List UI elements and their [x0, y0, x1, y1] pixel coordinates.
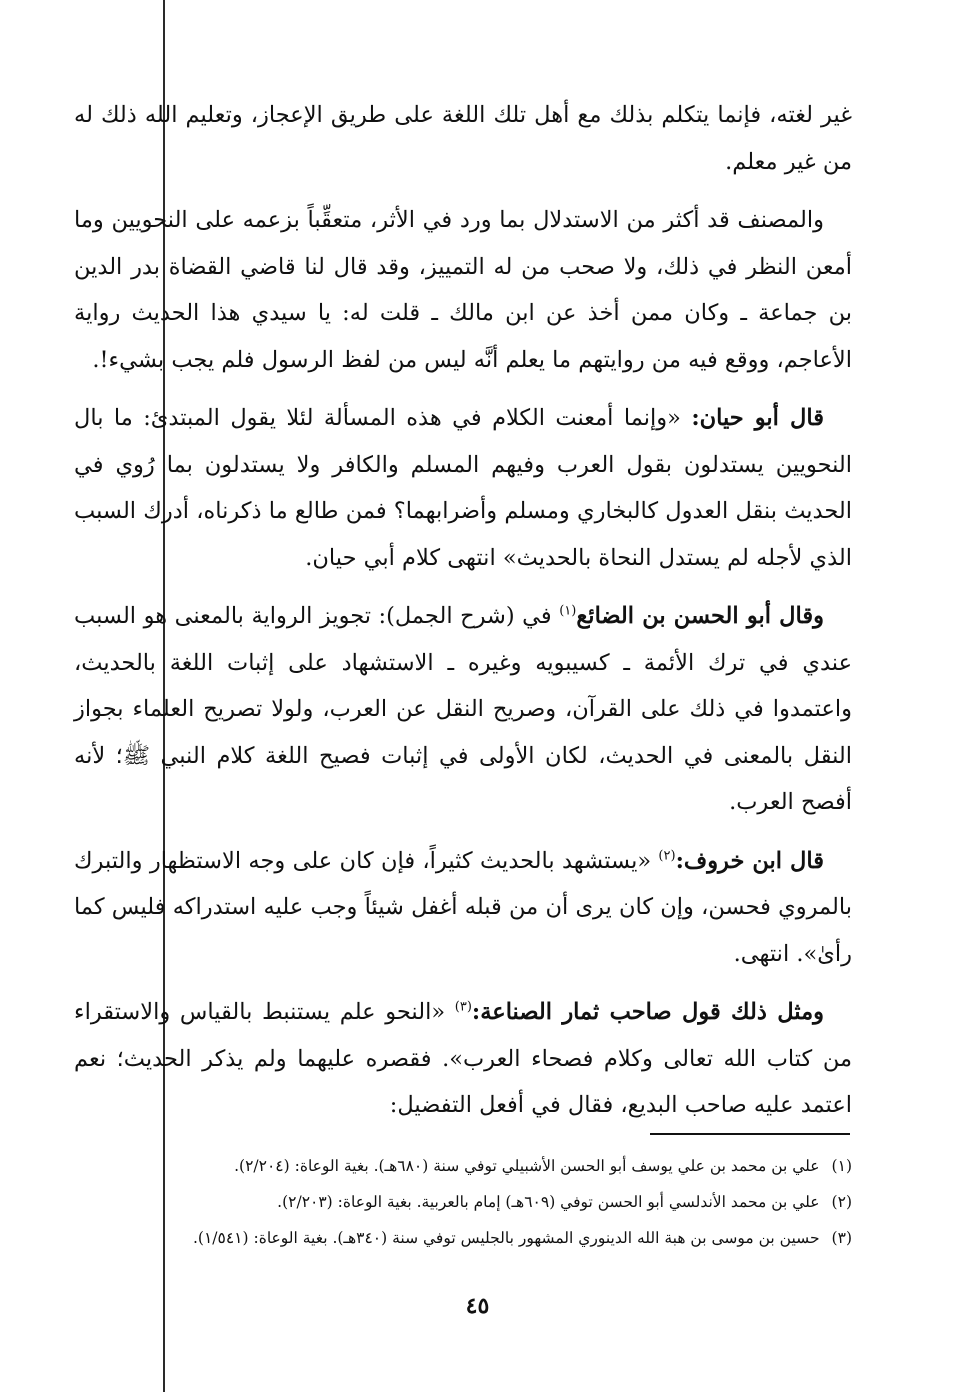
footnote-separator	[650, 1133, 850, 1135]
footnote-2	[74, 1184, 852, 1220]
footnote-3-text: حسين بن موسى بن هبة الله الدينوري المشهور بالجليس توفي سنة (٣٤٠هـ). بغية الوعاة: (١/٥٤١).	[192, 1229, 820, 1247]
paragraph-3	[74, 395, 852, 581]
paragraph-3-lead: قال أبو حيان:	[691, 405, 825, 431]
footnote-3-number: (٣)	[831, 1229, 852, 1247]
footnote-1-number: (١)	[831, 1157, 852, 1175]
paragraph-1-text: غير لغته، فإنما يتكلم بذلك مع أهل تلك اللغة على طريق الإعجاز، وتعليم الله ذلك له من غير معلم.	[74, 102, 852, 175]
footnote-3	[74, 1220, 852, 1256]
paragraph-6	[74, 989, 852, 1129]
paragraph-6-text: «النحو علم يستنبط بالقياس والاستقراء من كتاب الله تعالى وكلام فصحاء العرب». فقصره عليهما ولم يذكر الحديث؛ نعم اعتمد عليه صاحب البديع، فقال في أفعل التفضيل:	[74, 999, 852, 1118]
paragraph-4-text: في (شرح الجمل): تجويز الرواية بالمعنى هو السبب عندي في ترك الأئمة ـ كسيبويه وغيره ـ الاستشهاد على إثبات اللغة بالحديث، واعتمدوا في ذلك على القرآن، وصريح النقل عن العرب، ولولا تصريح العلماء بجواز النقل بالمعنى في الحديث، لكان الأولى في إثبات فصيح اللغة كلام النبي ﷺ؛ لأنه أفصح العرب.	[74, 603, 852, 815]
paragraph-2	[74, 197, 852, 383]
paragraph-5-lead: قال ابن خروف:	[675, 847, 824, 874]
paragraph-4	[74, 593, 852, 826]
paragraph-5	[74, 838, 852, 978]
footnote-ref-2[interactable]: (٢)	[658, 848, 676, 863]
main-text	[74, 92, 852, 1141]
footnote-2-number: (٢)	[831, 1193, 852, 1211]
paragraph-2-text: والمصنف قد أكثر من الاستدلال بما ورد في الأثر، متعقِّباً بزعمه على النحويين وما أمعن النظر في ذلك، ولا صحب من له التمييز، وقد قال لنا قاضي القضاة بدر الدين بن جماعة ـ وكان ممن أخذ عن ابن مالك ـ قلت له: يا سيدي هذا الحديث رواية الأعاجم، ووقع فيه من روايتهم ما يعلم أنَّه ليس من لفظ الرسول فلم يجب بشيء!.	[74, 207, 852, 373]
footnote-2-text: علي بن محمد الأندلسي أبو الحسن توفي (٦٠٩هـ) إمام بالعربية. بغية الوعاة: (٢/٢٠٣).	[277, 1193, 820, 1211]
paragraph-3-text: «وإنما أمعنت الكلام في هذه المسألة لئلا يقول المبتدئ: ما بال النحويين يستدلون بقول العرب وفيهم المسلم والكافر ولا يستدلون بما رُوي في الحديث بنقل العدول كالبخاري ومسلم وأضرابهما؟ فمن طالع ما ذكرناه، أدرك السبب الذي لأجله لم يستدل النحاة بالحديث» انتهى كلام أبي حيان.	[74, 405, 852, 571]
page-number: ٤٥	[465, 1293, 490, 1319]
footnote-ref-1[interactable]: (١)	[559, 603, 577, 619]
footnote-1	[74, 1148, 852, 1184]
footnote-1-text: علي بن محمد بن علي يوسف أبو الحسن الأشبيلي توفي سنة (٦٨٠هـ). بغية الوعاة: (٢/٢٠٤).	[234, 1157, 820, 1175]
paragraph-5-text: «يستشهد بالحديث كثيراً، فإن كان على وجه الاستظهار والتبرك بالمروي فحسن، وإن كان يرى أن من قبله أغفل شيئاً وجب عليه استدراكه فليس كما رأىٰ». انتهى.	[74, 847, 852, 967]
footnote-ref-3[interactable]: (٣)	[454, 999, 472, 1015]
footnotes	[74, 1148, 852, 1256]
paragraph-1	[74, 92, 852, 185]
paragraph-6-lead: ومثل ذلك قول صاحب ثمار الصناعة:	[471, 999, 824, 1025]
paragraph-4-lead: وقال أبو الحسن بن الضائع	[576, 603, 824, 629]
